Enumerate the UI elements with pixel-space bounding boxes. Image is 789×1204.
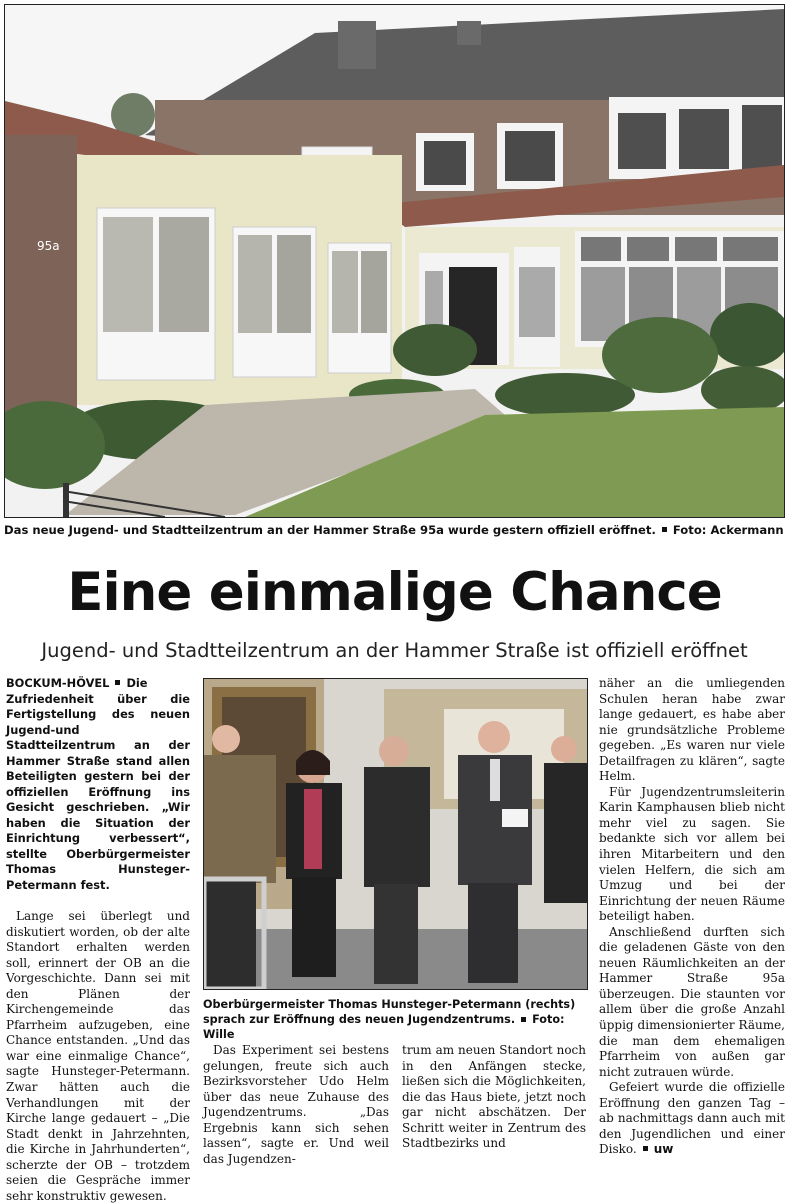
article-column-2 [203,1043,389,1167]
building-photo [4,4,785,518]
dateline: BOCKUM-HÖVEL [6,676,110,690]
house-number-sign: 95a [37,239,60,253]
paragraph: näher an die umliegenden Schulen heran habe zwar lange gedauert, es habe aber nie grundsätzliche Probleme gegeben. „Es waren nur viele Detailfragen zu klären“, sagte Helm. [599,676,785,784]
article-column-1 [6,676,190,1204]
caption-separator-square [521,1017,526,1022]
photo-caption-inline [203,997,586,1042]
reception-photo [203,678,588,990]
building-photo-drawing [5,5,784,517]
headline: Eine einmalige Chance [67,562,722,623]
end-square [643,1146,648,1151]
paragraph: Das Experiment sei bestens gelungen, freute sich auch Bezirksvorsteher Udo Helm über das neue Zuhause des Jugendzentrums. „Das Ergebnis kann sich sehen lassen“, sagte er. Und weil das Jugendzen- [203,1043,389,1166]
caption-top-credit: Foto: Ackermann [672,523,784,537]
article-column-3 [402,1043,586,1152]
caption-inline-text: Oberbürgermeister Thomas Hunsteger-Petermann (rechts) sprach zur Eröffnung des neuen Jugendzentrums. [203,998,576,1026]
paragraph-final-text: Gefeiert wurde die offizielle Eröffnung den ganzen Tag – ab nachmittags dann auch mit den Jugendlichen und einer Disko. [599,1080,785,1157]
article-column-4 [599,676,785,1158]
author-initials: uw [653,1142,674,1157]
photo-caption-top [4,523,784,538]
caption-separator-square [662,527,667,532]
paragraph: Für Jugendzentrumsleiterin Karin Kamphausen blieb nicht mehr viel zu sagen. Sie bedankte sich vor allem bei ihren Mitarbeitern und den vielen Helfern, die sich am Umzug und bei der Einrichtung der neuen Räume beteiligt haben. [599,784,785,924]
subheadline: Jugend- und Stadtteilzentrum an der Hammer Straße ist offiziell eröffnet [41,639,748,662]
paragraph: Lange sei überlegt und diskutiert worden, ob der alte Standort erhalten werden soll, erinnert der OB an die Vorgeschichte. Dann sei mit den Plänen der Kirchengemeinde das Pfarrheim aufzugeben, eine Chance entstanden. „Und das war eine einmalige Chance“, sagte Hunsteger-Petermann. Zwar hätten auch die Verhandlungen mit der Kirche lange gedauert – „Die Stadt denkt in Jahrzehnten, die Kirche in Jahrhunderten“, scherzte der OB – trotzdem seien die Gespräche immer sehr konstruktiv gewesen. [6,909,190,1203]
caption-top-text: Das neue Jugend- und Stadtteilzentrum an der Hammer Straße 95a wurde gestern offiziell eröffnet. [4,523,656,537]
paragraph-final [599,1080,785,1158]
article-lead [6,676,190,893]
reception-photo-drawing [204,679,587,989]
paragraph: Anschließend durften sich die geladenen Gäste von den neuen Räumlichkeiten an der Hammer Straße 95a überzeugen. Die staunten vor allem über die große Anzahl üppig dimensionierter Räume, die man dem ehemaligen Pfarrheim von außen gar nicht zutrauen würde. [599,924,785,1079]
lead-text: Die Zufriedenheit über die Fertigstellung des neuen Jugend-und Stadtteilzentrum an der Hammer Straße stand allen Beteiligten gestern bei der offiziellen Eröffnung ins Gesicht geschrieben. „Wir haben die Situation der Einrichtung verbessert“, stellte Oberbürgermeister Thomas Hunsteger-Petermann fest. [6,676,190,892]
caption-inline-credit: Foto: Wille [203,1013,565,1041]
paragraph: trum am neuen Standort noch in den Anfängen stecke, ließen sich die Möglichkeiten, die das Haus biete, jetzt noch gar nicht abschätzen. Der Schritt weiter in Zentrum des Stadtbezirks und [402,1043,586,1151]
dateline-square [115,680,120,685]
